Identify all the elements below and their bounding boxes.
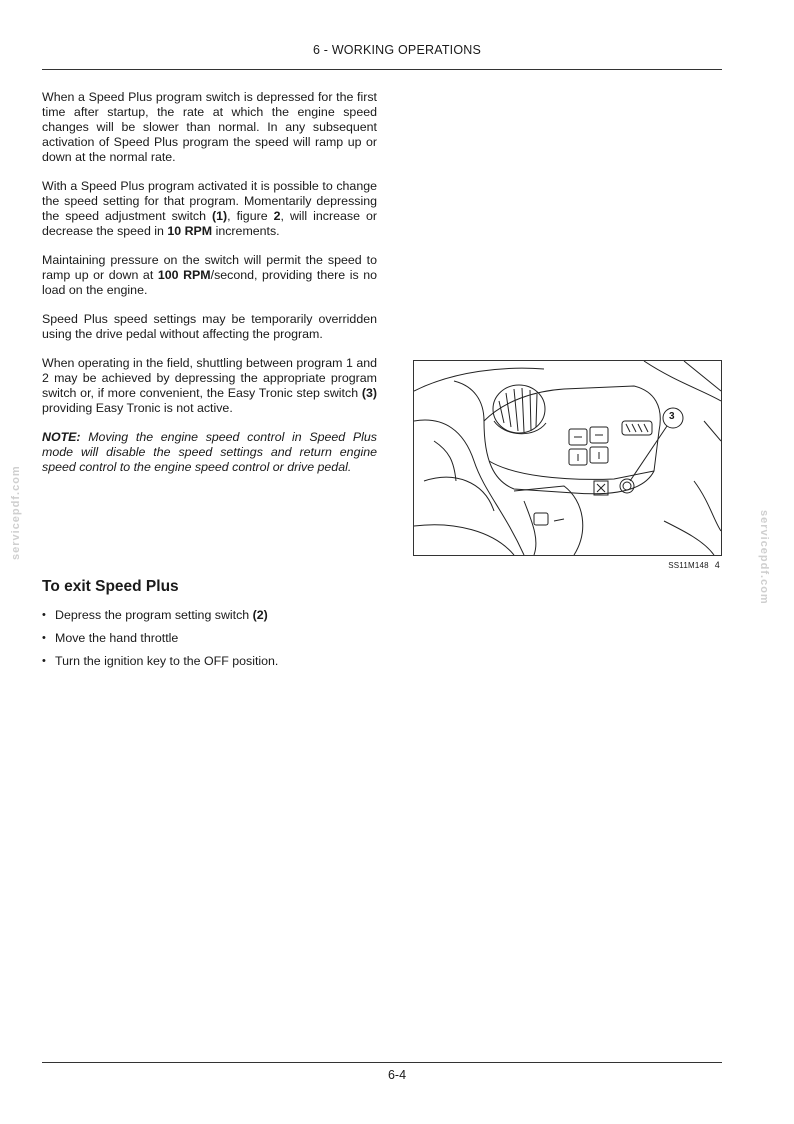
figure-caption xyxy=(413,560,722,570)
paragraph-3: Maintaining pressure on the switch will permit the speed to ramp up or down at 100 RPM/second, providing there is no load on the engine. xyxy=(42,253,377,297)
figure-code: SS11M148 xyxy=(668,561,709,570)
paragraph-2: With a Speed Plus program activated it is possible to change the speed setting for that program. Momentarily depressing the speed adjustment switch (1), figure 2, will increase or decrease the speed in 10 RPM increments. xyxy=(42,179,378,238)
paragraph-5: When operating in the field, shuttling between program 1 and 2 may be achieved by depressing the appropriate program switch or, if more convenient, the Easy Tronic step switch (3) providing Easy Tronic is not active. xyxy=(42,356,377,415)
watermark-left: servicepdf.com xyxy=(10,465,22,560)
paragraph-4: Speed Plus speed settings may be temporarily overridden using the drive pedal without affecting the program. xyxy=(42,312,377,341)
console-illustration xyxy=(414,361,721,555)
figure-number: 4 xyxy=(714,560,720,570)
control-console-figure xyxy=(413,360,722,556)
main-text-column xyxy=(42,90,377,489)
page-header-title: 6 - WORKING OPERATIONS xyxy=(312,43,482,57)
note-label: NOTE: xyxy=(42,430,81,444)
note-paragraph: NOTE: Moving the engine speed control in Speed Plus mode will disable the speed settings and return engine speed control to the engine speed control or drive pedal. xyxy=(42,430,377,474)
exit-steps-list xyxy=(42,608,377,677)
watermark-right: servicepdf.com xyxy=(758,510,770,605)
figure-callout-3: 3 xyxy=(669,411,675,422)
list-item: • Move the hand throttle xyxy=(42,631,377,646)
page-number: 6-4 xyxy=(387,1068,407,1082)
list-item: • Depress the program setting switch (2) xyxy=(42,608,377,623)
header-rule xyxy=(42,69,722,70)
footer-rule xyxy=(42,1062,722,1063)
list-item: • Turn the ignition key to the OFF position. xyxy=(42,654,377,669)
paragraph-1: When a Speed Plus program switch is depressed for the first time after startup, the rate at which the engine speed changes will be slower than normal. In any subsequent activation of Speed Plus program the speed will ramp up or down at the normal rate. xyxy=(42,90,377,164)
section-heading-exit-speed-plus: To exit Speed Plus xyxy=(42,578,179,595)
